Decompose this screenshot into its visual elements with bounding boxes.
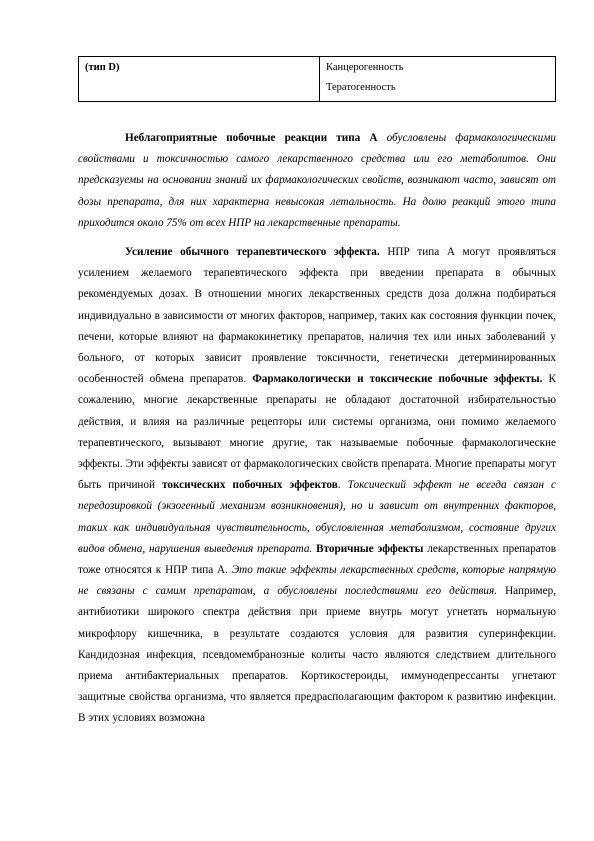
- table-row: [79, 57, 556, 102]
- italic-text: обусловлены фармакологическими свойствами и токсичностью самого лекарственного средства или его метаболитов. Они предсказуемы на основании знаний их фармакологических свойств, возникают часто, зависят от дозы препарата, для них характерна невысокая летальность. На долю реакций этого типа приходится около 75% от всех НПР на лекарственные препараты.: [78, 132, 556, 229]
- table-cell-type: [79, 57, 320, 102]
- bold-term: Фармакологически и токсические побочные эффекты.: [252, 373, 543, 386]
- text-run: .: [337, 479, 348, 492]
- text-run: К сожалению, многие лекарственные препараты не обладают достаточной избирательностью действия, и влияя на различные рецепторы или системы организма, они помимо желаемого терапевтического, вызывают многие другие, так называемые побочные фармакологические эффекты. Эти эффекты зависят от фармакологических свойств препарата. Многие препараты могут быть причиной: [78, 373, 557, 492]
- bold-term: токсических побочных эффектов: [162, 479, 338, 492]
- text-run: Например, антибиотики широкого спектра действия при приеме внутрь могут угнетать нормальную микрофлору кишечника, в результате создаются условия для развития суперинфекции. Кандидозная инфекция, псевдомембранозные колиты часто являются следствием длительного приема антибактериальных препаратов. Кортикостероиды, иммунодепрессанты угнетают защитные свойства организма, что является предрасполагающим фактором к развитию инфекции. В этих условиях возможна: [78, 585, 556, 725]
- table-cell-effects: [320, 57, 556, 102]
- bold-term: Вторичные эффекты: [316, 542, 424, 555]
- text-run: лекарственных препаратов тоже относятся к НПР типа А.: [78, 542, 557, 577]
- paragraph-lead: Неблагоприятные побочные реакции типа А: [125, 132, 378, 144]
- classification-table: [78, 56, 556, 102]
- body-text: [78, 128, 556, 730]
- type-label: (тип D): [85, 62, 120, 73]
- text-run: НПР типа А могут проявляться усилением желаемого терапевтического эффекта при введении препарата в обычных рекомендуемых дозах. В отношении многих лекарственных средств доза должна подбираться индивидуально в зависимости от многих факторов, например, таких как состояния функции почек, печени, которые влияют на фармакокинетику препаратов, наличия тех или иных заболеваний у больного, от которых зависит проявление токсичности, генетически детерминированных особенностей обмена препаратов.: [78, 246, 557, 386]
- effect-item: Тератогенность: [326, 82, 396, 93]
- effect-item: Канцерогенность: [326, 62, 404, 73]
- italic-text: Это такие эффекты лекарственных средств, которые напрямую не связаны с самим препаратом, а обусловлены последствиями его действия.: [78, 564, 556, 598]
- italic-text: Токсический эффект не всегда связан с передозировкой (экзогенный механизм возникновения), но и зависит от внутренних факторов, таких как индивидуальная чувствительность, обусловленная метаболизмом, состояние других видов обмена, нарушения выведения препарата.: [78, 479, 557, 555]
- paragraph-type-a-reactions: [78, 128, 556, 234]
- paragraph-therapeutic-effect: [78, 242, 556, 730]
- paragraph-lead: Усиление обычного терапевтического эффекта.: [125, 246, 380, 259]
